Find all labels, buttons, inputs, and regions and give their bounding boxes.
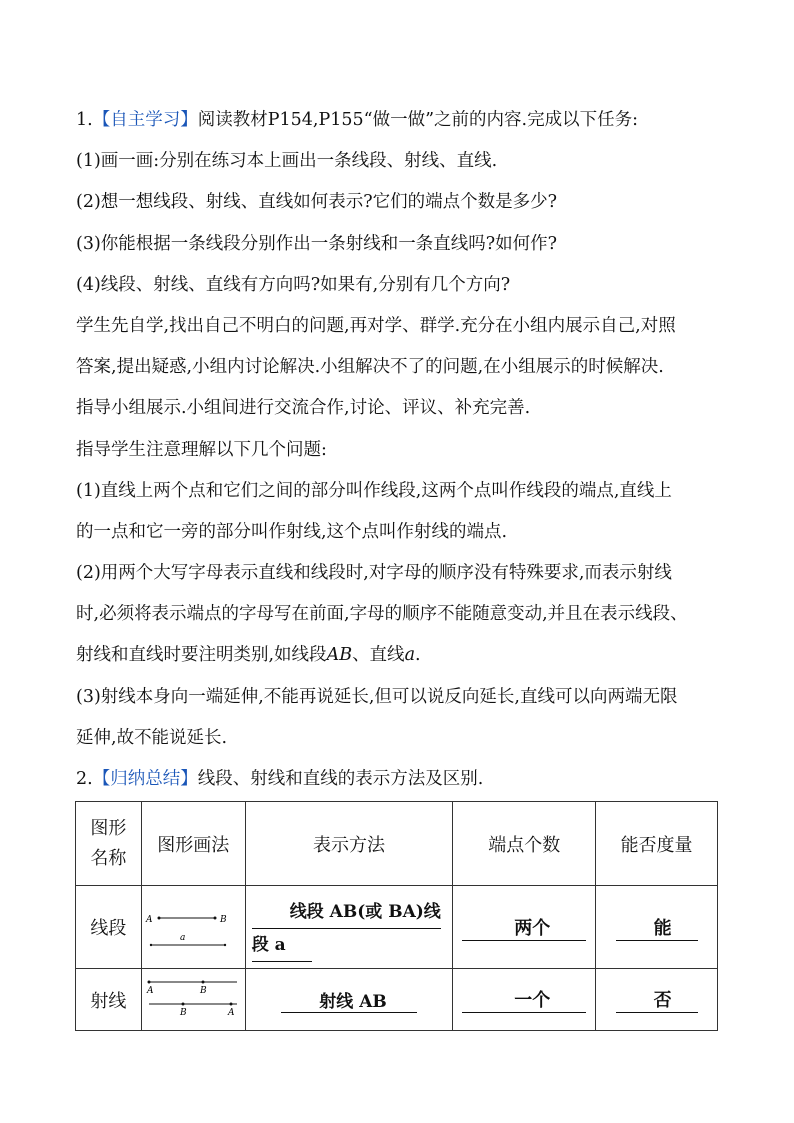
method-cell	[245, 969, 453, 1031]
measurable-cell	[596, 969, 718, 1031]
section-tag: 【自主学习】	[92, 110, 198, 130]
summary-table	[75, 801, 718, 1031]
header-cell: 图形画法	[141, 802, 245, 886]
endpoints-cell	[453, 969, 596, 1031]
paragraph: (3)你能根据一条线段分别作出一条射线和一条直线吗?如何作?	[76, 233, 558, 254]
measurable-answer: 否	[616, 986, 698, 1013]
method-answer-2: 段 a	[252, 929, 312, 962]
document-body	[76, 100, 736, 800]
paragraph: (2)想一想线段、射线、直线如何表示?它们的端点个数是多少?	[76, 192, 558, 213]
endpoint	[150, 943, 152, 945]
measurable-cell	[596, 886, 718, 969]
method-line-2	[252, 929, 447, 962]
ray-point	[182, 1003, 185, 1006]
row-name-cell: 线段	[76, 886, 142, 969]
label-B: B	[220, 914, 227, 925]
math-var: a	[404, 645, 415, 666]
ray-figure	[143, 971, 243, 1023]
math-var: AB	[326, 645, 353, 666]
method-line-1	[252, 896, 447, 929]
section-tag: 【归纳总结】	[92, 769, 198, 789]
endpoint	[224, 943, 226, 945]
header-cell: 能否度量	[596, 802, 718, 886]
paragraph: (3)射线本身向一端延伸,不能再说延长,但可以说反向延长,直线可以向两端无限	[76, 686, 678, 707]
text-run: 射线和直线时要注明类别,如线段	[76, 645, 327, 666]
text-run: 、直线	[352, 645, 405, 666]
header-cell-name	[76, 802, 142, 886]
task-1-heading	[76, 100, 736, 141]
table-header-row	[76, 802, 718, 886]
row-name-cell: 射线	[76, 969, 142, 1031]
paragraph: (2)用两个大写字母表示直线和线段时,对字母的顺序没有特殊要求,而表示射线	[76, 563, 672, 584]
paragraph: 延伸,故不能说延长.	[76, 727, 228, 748]
paragraph	[76, 635, 736, 676]
label-B: B	[180, 1008, 187, 1018]
label-A: A	[228, 1008, 235, 1018]
label-B: B	[200, 986, 207, 996]
label-a: a	[180, 932, 186, 943]
paragraph: 指导学生注意理解以下几个问题:	[76, 439, 327, 460]
ray-point	[202, 981, 205, 984]
figure-cell	[141, 969, 245, 1031]
method-answer-1: 线段 AB(或 BA)线	[252, 896, 441, 929]
paragraph: 的一点和它一旁的部分叫作射线,这个点叫作射线的端点.	[76, 521, 508, 542]
paragraph: 时,必须将表示端点的字母写在前面,字母的顺序不能随意变动,并且在表示线段、	[76, 604, 688, 625]
method-cell	[245, 886, 453, 969]
header-name-line2: 名称	[90, 847, 127, 869]
point-B	[214, 916, 217, 919]
method-answer: 射线 AB	[281, 987, 416, 1013]
label-A: A	[147, 986, 154, 996]
segment-figure	[143, 895, 243, 955]
point-A	[158, 916, 161, 919]
paragraph: 学生先自学,找出自己不明白的问题,再对学、群学.充分在小组内展示自己,对照	[76, 315, 676, 336]
task-2-text: 线段、射线和直线的表示方法及区别.	[197, 769, 484, 789]
header-name-line1: 图形	[90, 817, 127, 839]
paragraph: (4)线段、射线、直线有方向吗?如果有,分别有几个方向?	[76, 274, 511, 295]
endpoints-answer: 一个	[462, 986, 586, 1013]
endpoints-cell	[453, 886, 596, 969]
measurable-answer: 能	[616, 914, 698, 941]
figure-cell	[141, 886, 245, 969]
item-number: 2.	[76, 769, 93, 789]
task-1-text: 阅读教材P154,P155“做一做”之前的内容.完成以下任务:	[197, 110, 638, 130]
label-A: A	[146, 914, 153, 925]
header-cell: 端点个数	[453, 802, 596, 886]
ray-endpoint	[148, 981, 151, 984]
paragraph: (1)画一画:分别在练习本上画出一条线段、射线、直线.	[76, 151, 498, 172]
paragraph: 指导小组展示.小组间进行交流合作,讨论、评议、补充完善.	[76, 398, 531, 419]
paragraph: 答案,提出疑惑,小组内讨论解决.小组解决不了的问题,在小组展示的时候解决.	[76, 357, 664, 378]
table-row	[76, 886, 718, 969]
table-row	[76, 969, 718, 1031]
item-number: 1.	[76, 110, 93, 130]
ray-endpoint	[230, 1003, 233, 1006]
task-2-heading	[76, 759, 736, 800]
endpoints-answer: 两个	[462, 914, 586, 941]
header-cell: 表示方法	[245, 802, 453, 886]
paragraph: (1)直线上两个点和它们之间的部分叫作线段,这两个点叫作线段的端点,直线上	[76, 480, 672, 501]
text-run: .	[415, 645, 421, 666]
